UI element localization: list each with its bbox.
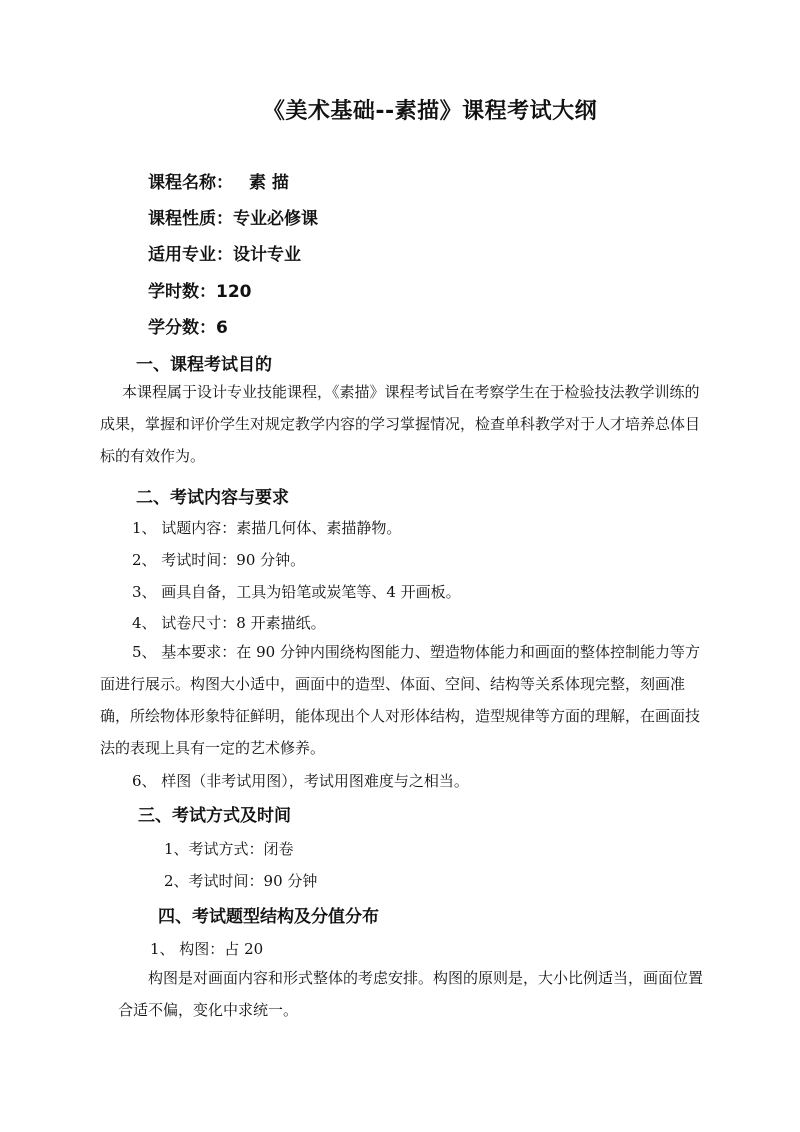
section-3-item-2: 2、考试时间：90 分钟 [164, 872, 318, 890]
section-2-item-1: 1、 试题内容：素描几何体、素描静物。 [132, 519, 402, 537]
credit-hours-line: 学时数：120 [148, 282, 252, 302]
document-title: 《美术基础--素描》课程考试大纲 [262, 99, 598, 124]
section-1-paragraph [100, 376, 708, 472]
section-2-heading: 二、考试内容与要求 [136, 488, 289, 508]
course-nature-line: 课程性质：专业必修课 [148, 209, 318, 229]
course-name-label: 课程名称： [148, 173, 233, 193]
section-3-heading: 三、考试方式及时间 [138, 806, 291, 826]
course-name-value: 素 描 [249, 173, 289, 193]
section-2-item-3: 3、 画具自备，工具为铅笔或炭笔等、4 开画板。 [132, 583, 461, 601]
section-2-item-6: 6、 样图（非考试用图），考试用图难度与之相当。 [132, 772, 469, 790]
credits-line: 学分数：6 [148, 318, 228, 338]
applicable-major-line: 适用专业：设计专业 [148, 245, 301, 265]
section-4-paragraph [118, 962, 708, 1026]
section-2-item-4: 4、 试卷尺寸：8 开素描纸。 [132, 614, 326, 632]
section-4-item-1: 1、 构图：占 20 [150, 940, 264, 958]
course-name-line [148, 168, 289, 193]
section-1-text: 本课程属于设计专业技能课程，《素描》课程考试旨在考察学生在于检验技法教学训练的成果，掌握和评价学生对规定教学内容的学习掌握情况，检查单科教学对于人才培养总体目标的有效作为。 [100, 383, 701, 465]
section-4-text: 构图是对画面内容和形式整体的考虑安排。构图的原则是，大小比例适当，画面位置合适不偏，变化中求统一。 [118, 969, 704, 1019]
section-3-item-1: 1、考试方式：闭卷 [164, 840, 294, 858]
section-2-item-5 [100, 636, 708, 764]
section-4-heading: 四、考试题型结构及分值分布 [158, 907, 379, 927]
section-1-heading: 一、课程考试目的 [136, 355, 272, 375]
section-2-item-2: 2、 考试时间：90 分钟。 [132, 551, 306, 569]
section-2-item-5-text: 5、 基本要求：在 90 分钟内围绕构图能力、塑造物体能力和画面的整体控制能力等方面进行展示。构图大小适中，画面中的造型、体面、空间、结构等关系体现完整，刻画准确，所绘物体形象特征鲜明，能体现出个人对形体结构，造型规律等方面的理解，在画面技法的表现上具有一定的艺术修养。 [100, 643, 701, 757]
